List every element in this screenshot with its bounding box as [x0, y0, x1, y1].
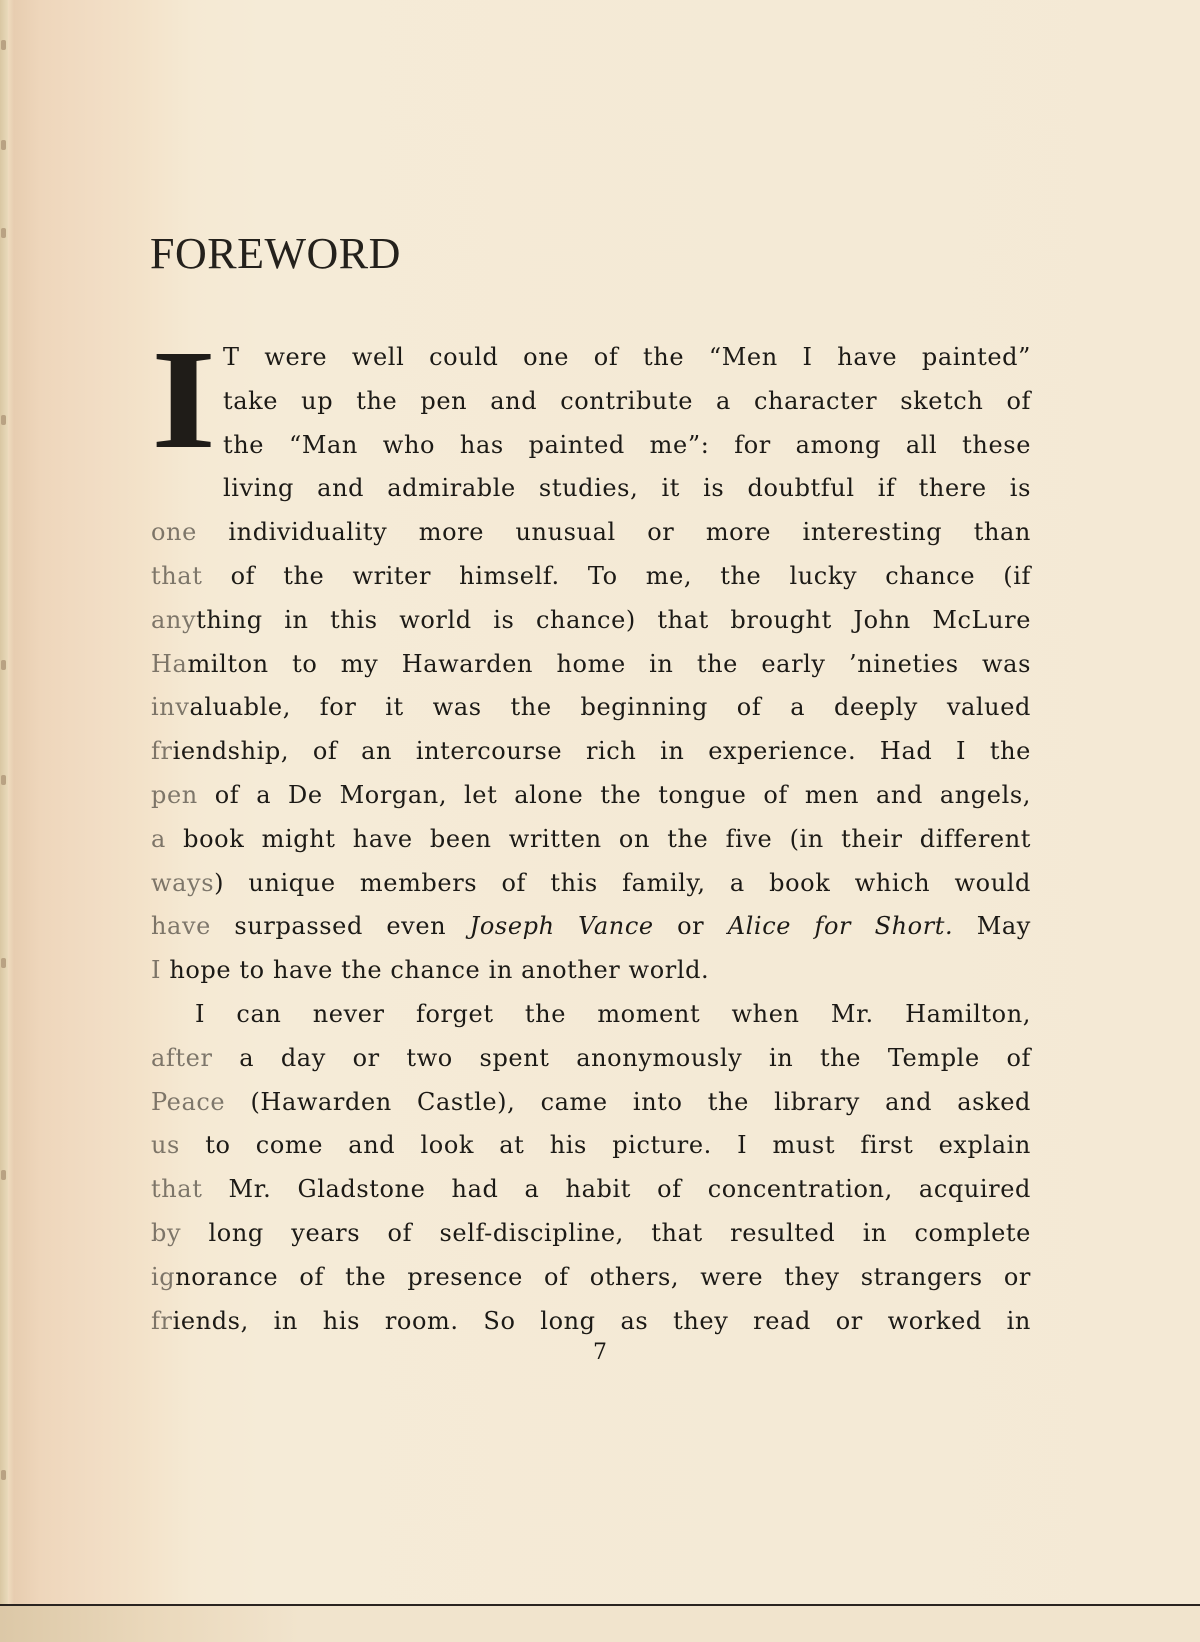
binding-stitch-mark [1, 1470, 6, 1480]
binding-stitch-mark [1, 140, 6, 150]
text-line: have surpassed even Joseph Vance or Alice for Short. May [151, 912, 1031, 941]
text-line: friends, in his room. So long as they read or worked in [151, 1306, 1031, 1335]
text-line: take up the pen and contribute a character sketch of [223, 386, 1031, 415]
page-title: FOREWORD [150, 229, 401, 278]
text-line: a book might have been written on the five (in their different [151, 824, 1031, 853]
text-line: invaluable, for it was the beginning of a deeply valued [151, 693, 1031, 722]
drop-cap-initial: I [151, 320, 217, 478]
text-line: living and admirable studies, it is doubtful if there is [223, 474, 1031, 503]
text-line: that of the writer himself. To me, the lucky chance (if [151, 561, 1031, 590]
binding-stitch-mark [1, 660, 6, 670]
text-line: friendship, of an intercourse rich in experience. Had I the [151, 737, 1031, 766]
text-line: ignorance of the presence of others, were they strangers or [151, 1262, 1031, 1291]
binding-stitch-mark [1, 40, 6, 50]
book-title-italic: Joseph Vance [469, 912, 654, 941]
text-line: anything in this world is chance) that brought John McLure [151, 605, 1031, 634]
page-number: 7 [593, 1340, 607, 1365]
text-line: the “Man who has painted me”: for among all these [223, 430, 1031, 459]
text-line: after a day or two spent anonymously in the Temple of [151, 1043, 1031, 1072]
foreword-body [151, 320, 1031, 1343]
next-page-edge [0, 1606, 1200, 1642]
text-line: I hope to have the chance in another world. [151, 956, 710, 985]
text-line: pen of a De Morgan, let alone the tongue of men and angels, [151, 780, 1031, 809]
text-line: I can never forget the moment when Mr. Hamilton, [195, 999, 1031, 1028]
binding-stitch-mark [1, 228, 6, 238]
text-line: ways) unique members of this family, a book which would [151, 868, 1031, 897]
text-line: us to come and look at his picture. I must first explain [151, 1131, 1031, 1160]
text-line: Peace (Hawarden Castle), came into the library and asked [151, 1087, 1031, 1116]
text-line: one individuality more unusual or more interesting than [151, 518, 1031, 547]
binding-stitch-mark [1, 958, 6, 968]
text-line: by long years of self-discipline, that resulted in complete [151, 1218, 1031, 1247]
text-line: T were well could one of the “Men I have painted” [223, 343, 1031, 371]
page-gutter-edge [0, 0, 8, 1642]
binding-stitch-mark [1, 415, 6, 425]
book-title-italic: Alice for Short. [727, 912, 954, 941]
binding-stitch-mark [1, 775, 6, 785]
text-line: that Mr. Gladstone had a habit of concentration, acquired [151, 1175, 1031, 1204]
text-line: Hamilton to my Hawarden home in the early ’nineties was [151, 649, 1031, 678]
binding-stitch-mark [1, 1170, 6, 1180]
